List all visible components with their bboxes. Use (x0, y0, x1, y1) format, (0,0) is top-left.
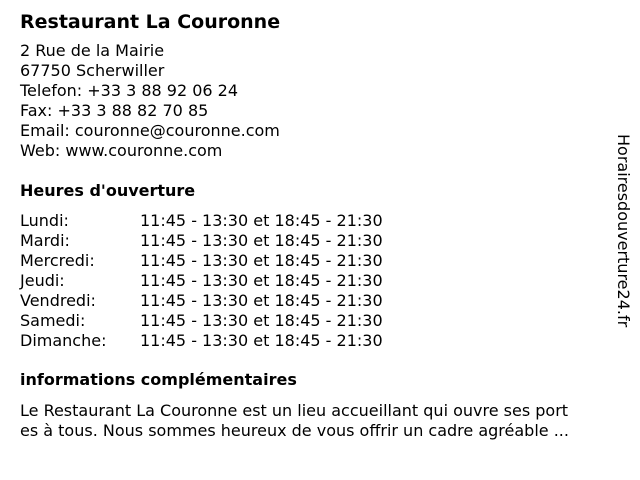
time-range: 11:45 - 13:30 et 18:45 - 21:30 (140, 311, 383, 330)
site-watermark: Horairesdouverture24.fr (614, 134, 633, 328)
time-range: 11:45 - 13:30 et 18:45 - 21:30 (140, 291, 383, 310)
hours-row-vendredi (20, 291, 620, 311)
hours-heading: Heures d'ouverture (20, 181, 196, 200)
fax-number: Fax: +33 3 88 82 70 85 (20, 101, 209, 120)
day-label: Lundi: (20, 211, 69, 230)
website-url: Web: www.couronne.com (20, 141, 223, 160)
time-range: 11:45 - 13:30 et 18:45 - 21:30 (140, 211, 383, 230)
day-label: Vendredi: (20, 291, 96, 310)
time-range: 11:45 - 13:30 et 18:45 - 21:30 (140, 331, 383, 350)
address-street: 2 Rue de la Mairie (20, 41, 165, 60)
time-range: 11:45 - 13:30 et 18:45 - 21:30 (140, 251, 383, 270)
restaurant-card (20, 10, 620, 441)
hours-row-lundi (20, 211, 620, 231)
hours-row-dimanche (20, 331, 620, 351)
day-label: Samedi: (20, 311, 86, 330)
email-address: Email: couronne@couronne.com (20, 121, 280, 140)
contact-block (20, 41, 620, 161)
info-line-2: es à tous. Nous sommes heureux de vous offrir un cadre agréable ... (20, 421, 569, 440)
hours-row-jeudi (20, 271, 620, 291)
hours-row-samedi (20, 311, 620, 331)
hours-table (20, 211, 620, 351)
hours-row-mercredi (20, 251, 620, 271)
time-range: 11:45 - 13:30 et 18:45 - 21:30 (140, 231, 383, 250)
restaurant-name: Restaurant La Couronne (20, 11, 281, 33)
phone-number: Telefon: +33 3 88 92 06 24 (20, 81, 239, 100)
info-line-1: Le Restaurant La Couronne est un lieu accueillant qui ouvre ses port (20, 401, 569, 420)
hours-row-mardi (20, 231, 620, 251)
info-description (20, 401, 620, 441)
day-label: Jeudi: (20, 271, 65, 290)
day-label: Dimanche: (20, 331, 107, 350)
info-heading: informations complémentaires (20, 370, 297, 389)
time-range: 11:45 - 13:30 et 18:45 - 21:30 (140, 271, 383, 290)
address-city: 67750 Scherwiller (20, 61, 165, 80)
day-label: Mercredi: (20, 251, 95, 270)
day-label: Mardi: (20, 231, 70, 250)
